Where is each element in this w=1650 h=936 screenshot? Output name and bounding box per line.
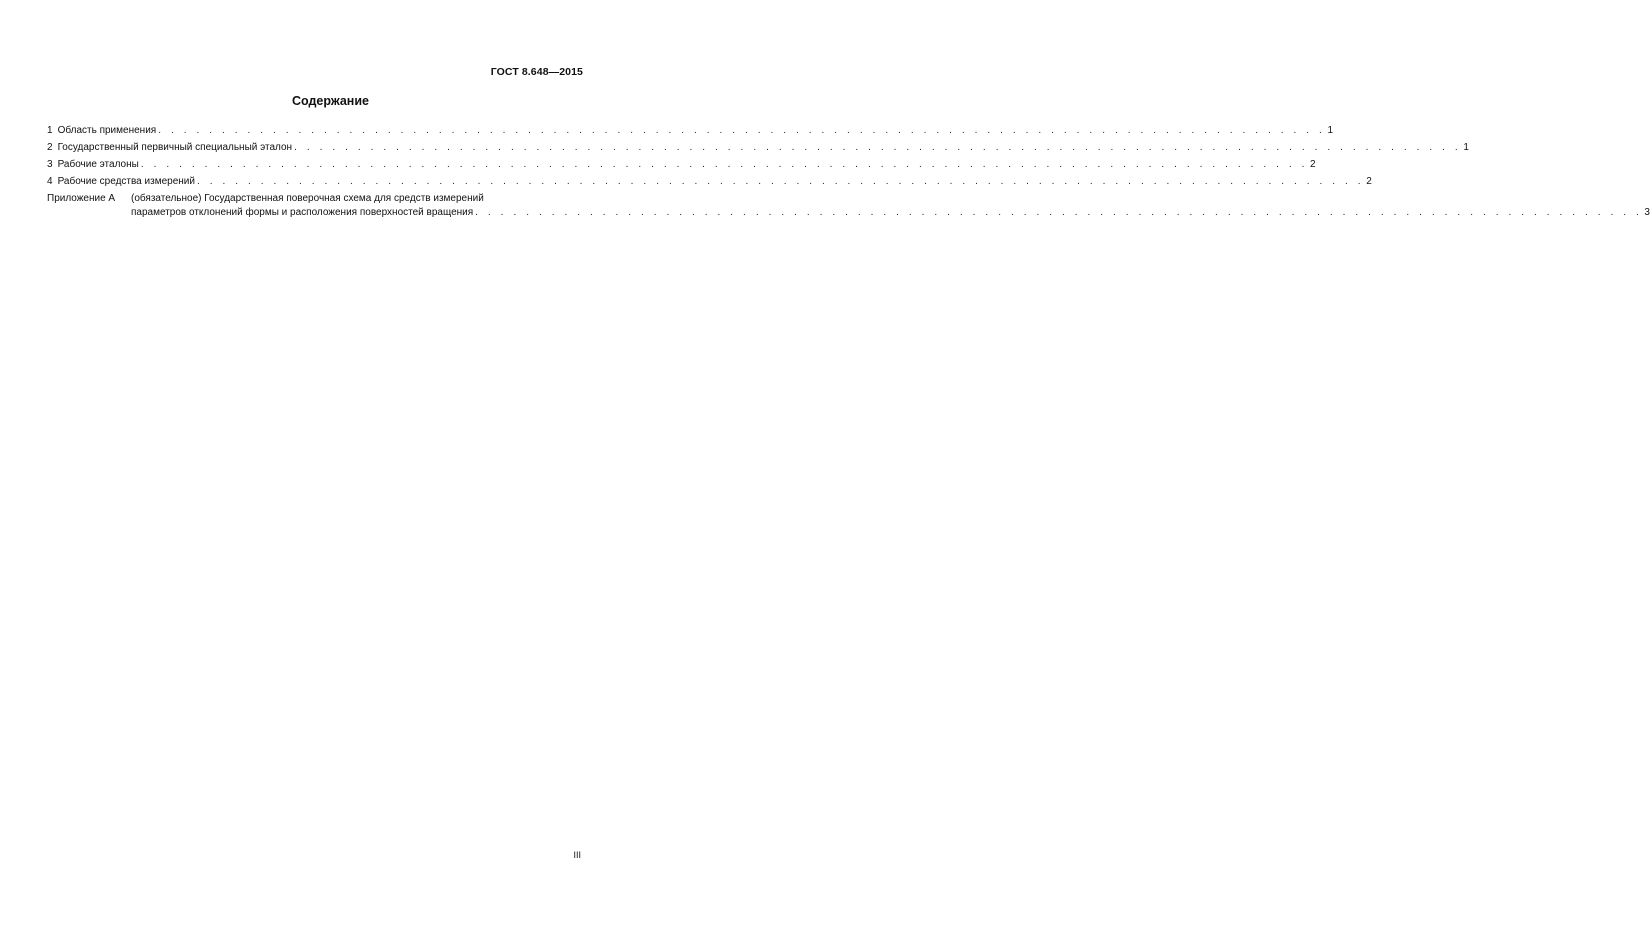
toc-item-title: Рабочие средства измерений [57, 176, 195, 187]
dot-leader [158, 123, 1325, 139]
toc-item-number: 4 [47, 176, 53, 187]
appendix-title-line-2: параметров отклонений формы и расположения поверхностей вращения [131, 207, 474, 218]
toc-item-number: 2 [47, 142, 53, 153]
toc-item-page: 2 [1310, 159, 1316, 170]
toc-item-3[interactable] [47, 157, 1316, 174]
dot-leader [475, 205, 1642, 221]
page-number: III [573, 850, 581, 860]
toc-item-title: Рабочие эталоны [57, 159, 139, 170]
toc-item-4[interactable] [47, 174, 1372, 191]
toc-item-page: 1 [1327, 125, 1333, 136]
dot-leader [141, 157, 1308, 173]
toc-item-page: 2 [1366, 176, 1372, 187]
toc-item-title: Государственный первичный специальный эталон [57, 142, 293, 153]
toc-item-page: 1 [1463, 142, 1469, 153]
dot-leader [197, 174, 1364, 190]
toc-item-appendix-a[interactable] [47, 191, 1650, 219]
toc-title: Содержание [291, 94, 369, 108]
table-of-contents [47, 123, 1650, 219]
toc-item-title: Область применения [57, 125, 157, 136]
appendix-prefix: Приложение А [47, 193, 116, 204]
appendix-page: 3 [1644, 207, 1650, 218]
document-code: ГОСТ 8.648—2015 [490, 66, 583, 78]
toc-item-number: 3 [47, 159, 53, 170]
toc-item-1[interactable] [47, 123, 1333, 140]
toc-item-number: 1 [47, 125, 53, 136]
toc-item-2[interactable] [47, 140, 1469, 157]
appendix-title-line-1: (обязательное) Государственная поверочная схема для средств измерений [131, 193, 484, 204]
dot-leader [294, 140, 1461, 156]
